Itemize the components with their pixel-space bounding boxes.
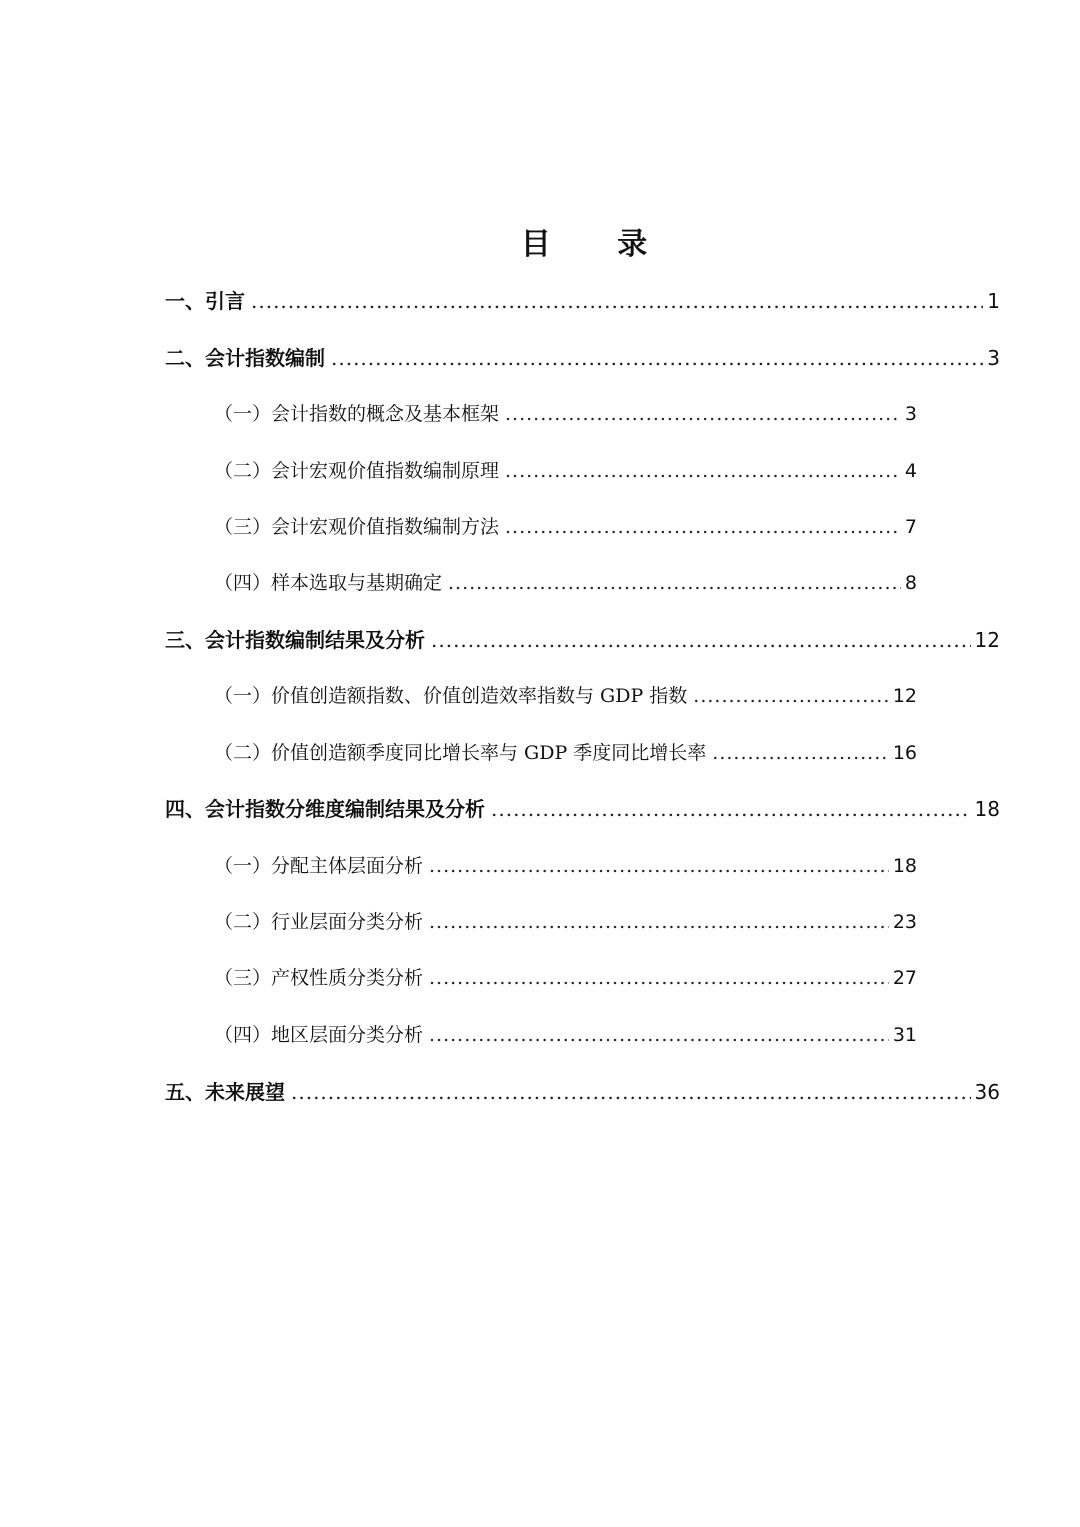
dot-leader xyxy=(491,792,971,826)
toc-entry-label: （一）价值创造额指数、价值创造效率指数与 GDP 指数 xyxy=(214,685,688,707)
toc-page-number: 18 xyxy=(974,797,1000,821)
toc-subentry-sample-base-period[interactable] xyxy=(214,566,917,600)
toc-page-number: 16 xyxy=(892,742,917,764)
dot-leader xyxy=(448,566,901,600)
dot-leader xyxy=(429,1018,889,1052)
toc-entry-index-compilation[interactable] xyxy=(165,341,1000,375)
toc-page-number: 4 xyxy=(904,460,917,482)
toc-page-number: 23 xyxy=(892,911,917,933)
page-title: 目 录 xyxy=(520,227,676,262)
toc-entry-label: 三、会计指数编制结果及分析 xyxy=(165,628,425,652)
toc-entry-label: （二）会计宏观价值指数编制原理 xyxy=(214,460,500,482)
toc-page-number: 7 xyxy=(904,516,917,538)
toc-subentry-value-creation-gdp-index[interactable] xyxy=(214,679,917,713)
toc-entry-label: （一）分配主体层面分析 xyxy=(214,855,424,877)
dot-leader xyxy=(712,736,889,770)
dot-leader xyxy=(505,454,901,488)
toc-page-number: 3 xyxy=(987,346,1000,370)
toc-subentry-distribution-subject[interactable] xyxy=(214,849,917,883)
toc-entry-label: （一）会计指数的概念及基本框架 xyxy=(214,403,500,425)
toc-entry-label: （四）样本选取与基期确定 xyxy=(214,572,443,594)
toc-page-number: 12 xyxy=(974,628,1000,652)
toc-entry-introduction[interactable] xyxy=(165,284,1000,318)
dot-leader xyxy=(505,397,901,431)
toc-page-number: 8 xyxy=(904,572,917,594)
toc-entry-label: （二）价值创造额季度同比增长率与 GDP 季度同比增长率 xyxy=(214,742,707,764)
toc-subentry-compilation-method[interactable] xyxy=(214,510,917,544)
toc-entry-label: 一、引言 xyxy=(165,289,245,313)
dot-leader xyxy=(331,341,983,375)
toc-entry-label: 四、会计指数分维度编制结果及分析 xyxy=(165,797,485,821)
toc-entry-label: （四）地区层面分类分析 xyxy=(214,1024,424,1046)
toc-subentry-industry-analysis[interactable] xyxy=(214,905,917,939)
toc-entry-future-outlook[interactable] xyxy=(165,1075,1000,1109)
dot-leader xyxy=(291,1075,971,1109)
toc-subentry-region-analysis[interactable] xyxy=(214,1018,917,1052)
toc-entry-dimension-analysis[interactable] xyxy=(165,792,1000,826)
dot-leader xyxy=(429,905,889,939)
toc-entry-label: （三）产权性质分类分析 xyxy=(214,967,424,989)
toc-entry-results-analysis[interactable] xyxy=(165,623,1000,657)
dot-leader xyxy=(429,849,889,883)
toc-page-number: 3 xyxy=(904,403,917,425)
dot-leader xyxy=(429,961,889,995)
toc-subentry-quarterly-growth-rate[interactable] xyxy=(214,736,917,770)
dot-leader xyxy=(693,679,889,713)
toc-entry-label: 五、未来展望 xyxy=(165,1080,285,1104)
toc-page-number: 31 xyxy=(892,1024,917,1046)
toc-subentry-concept-framework[interactable] xyxy=(214,397,917,431)
toc-page-number: 36 xyxy=(974,1080,1000,1104)
toc-entry-label: （二）行业层面分类分析 xyxy=(214,911,424,933)
toc-page-number: 18 xyxy=(892,855,917,877)
toc-entry-label: （三）会计宏观价值指数编制方法 xyxy=(214,516,500,538)
toc-page-number: 1 xyxy=(987,289,1000,313)
toc-subentry-compilation-principle[interactable] xyxy=(214,454,917,488)
dot-leader xyxy=(251,284,983,318)
dot-leader xyxy=(431,623,971,657)
dot-leader xyxy=(505,510,901,544)
toc-subentry-ownership-analysis[interactable] xyxy=(214,961,917,995)
toc-entry-label: 二、会计指数编制 xyxy=(165,346,325,370)
toc-page-number: 12 xyxy=(892,685,917,707)
toc-page-number: 27 xyxy=(892,967,917,989)
